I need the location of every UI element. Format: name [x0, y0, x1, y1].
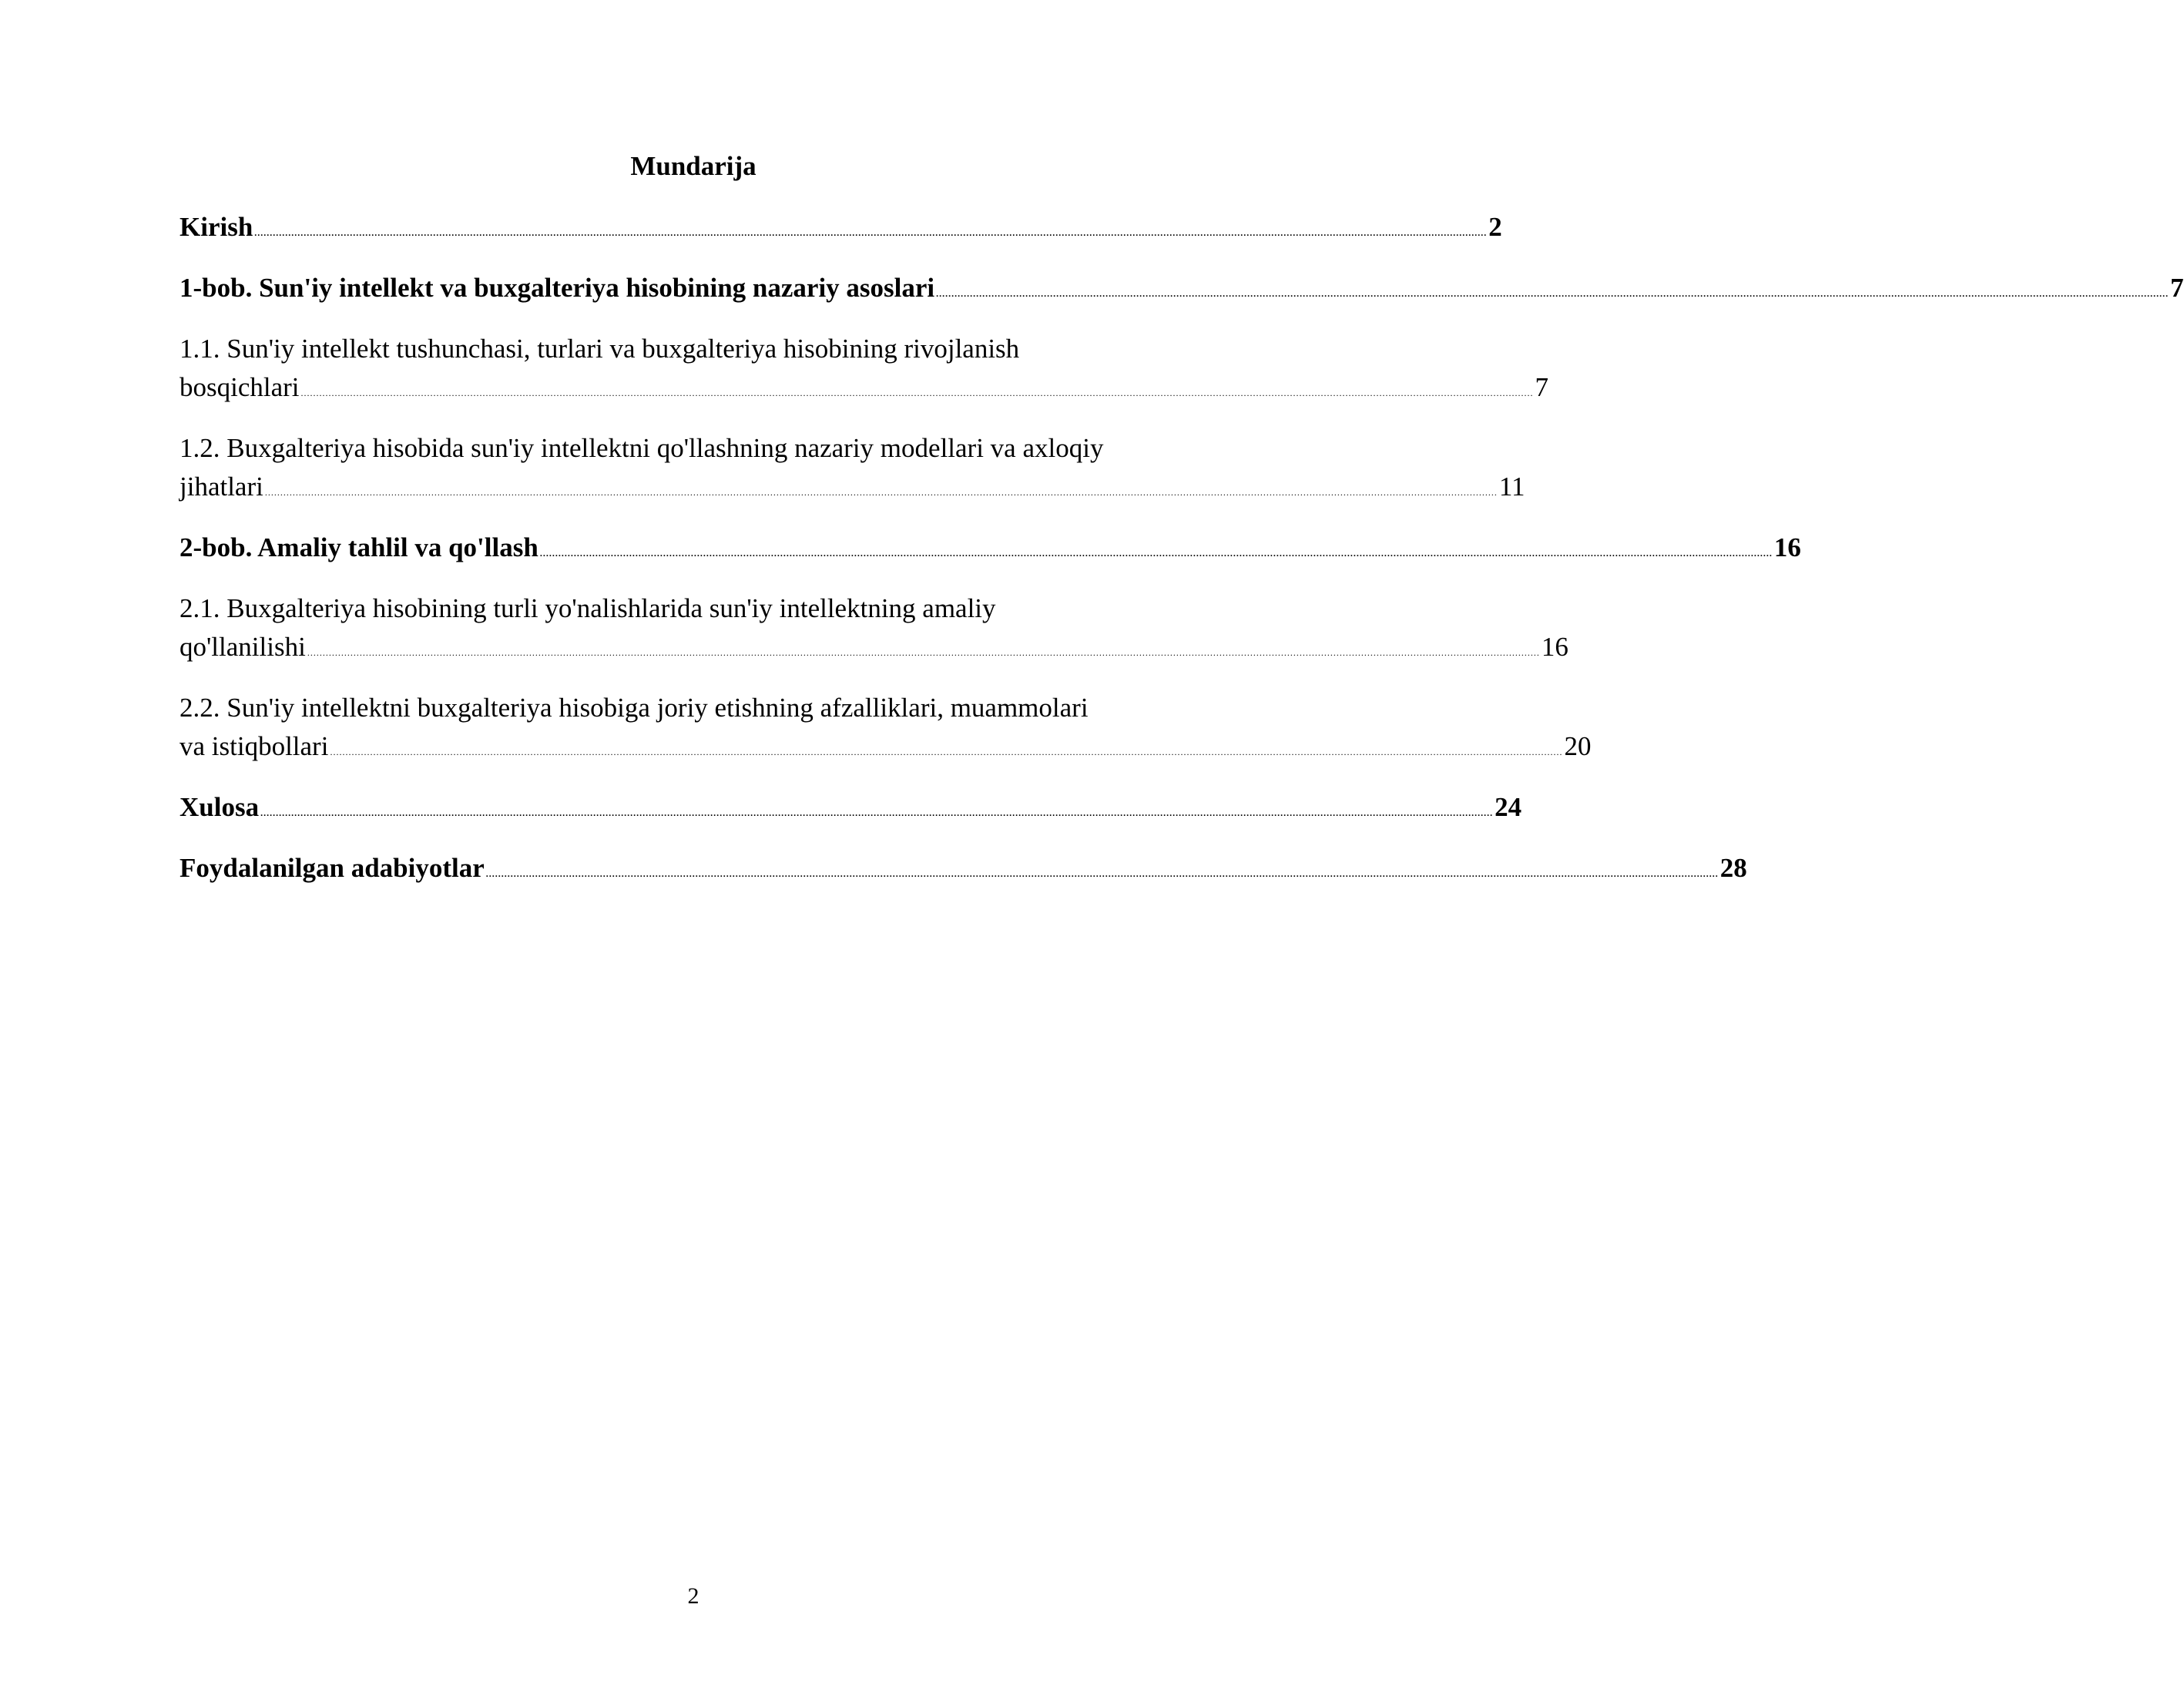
- dot-leader: ................................................................................................................................................................................................................................................................................................................................................................................................................: [260, 807, 1494, 818]
- toc-entry-line: [179, 269, 2184, 307]
- toc-page-number: 16: [1773, 532, 1801, 562]
- toc-entry-text: Foydalanilgan adabiyotlar: [179, 853, 485, 883]
- toc-entry-references[interactable]: [179, 849, 1747, 888]
- toc-entry-text-line1: 2.1. Buxgalteriya hisobining turli yo'nalishlarida sun'iy intellektning amaliy: [179, 593, 996, 623]
- toc-page-number: 28: [1719, 853, 1747, 883]
- toc-entry-text-line1: 2.2. Sun'iy intellektni buxgalteriya hisobiga joriy etishning afzalliklari, muammolari: [179, 693, 1089, 723]
- toc-entry-line: [179, 849, 1747, 888]
- toc-entry-line: [179, 208, 1502, 247]
- dot-leader: ................................................................................................................................................................................................................................................................................................................................................................................................................: [307, 647, 1540, 658]
- dot-leader: ................................................................................................................................................................................................................................................................................................................................................................................................................: [485, 868, 1719, 879]
- toc-entry-text: Xulosa: [179, 792, 260, 822]
- toc-entry-kirish[interactable]: [179, 208, 1502, 247]
- toc-title: Mundarija: [630, 151, 757, 181]
- page-number: 2: [687, 1583, 699, 1609]
- toc-entry-section-2-1[interactable]: [179, 589, 1568, 666]
- toc-entry-text-line1: 1.2. Buxgalteriya hisobida sun'iy intellektni qo'llashning nazariy modellari va axloqiy: [179, 433, 1104, 463]
- toc-page-number: 7: [2170, 273, 2184, 303]
- toc-entry-line: [179, 368, 1549, 407]
- toc-entry-section-2-2[interactable]: [179, 689, 1592, 766]
- toc-entry-section-1-1[interactable]: [179, 330, 1549, 407]
- toc-page-number: 7: [1535, 372, 1549, 402]
- toc-page-number: 24: [1495, 792, 1522, 822]
- toc-entry-line: [179, 788, 1522, 827]
- toc-entry-chapter-1[interactable]: [179, 269, 2184, 307]
- toc-entry-text: 1-bob. Sun'iy intellekt va buxgalteriya hisobining nazariy asoslari: [179, 273, 935, 303]
- dot-leader: ................................................................................................................................................................................................................................................................................................................................................................................................................: [330, 747, 1563, 757]
- dot-leader: ................................................................................................................................................................................................................................................................................................................................................................................................................: [264, 487, 1498, 498]
- toc-page-number: 2: [1488, 212, 1502, 242]
- dot-leader: ................................................................................................................................................................................................................................................................................................................................................................................................................: [300, 388, 1534, 398]
- dot-leader: ................................................................................................................................................................................................................................................................................................................................................................................................................: [539, 548, 1773, 559]
- toc-entry-line: [179, 468, 1525, 506]
- toc-entry-text: Kirish: [179, 212, 253, 242]
- toc-entry-chapter-2[interactable]: [179, 529, 1801, 567]
- toc-entry-text-line2: bosqichlari: [179, 372, 300, 402]
- toc-entry-xulosa[interactable]: [179, 788, 1522, 827]
- toc-entry-text-line2: va istiqbollari: [179, 731, 329, 761]
- toc-entry-line: [179, 529, 1801, 567]
- toc-page-number: 16: [1541, 632, 1568, 662]
- toc-entry-section-1-2[interactable]: [179, 429, 1525, 506]
- toc-entry-text-line2: jihatlari: [179, 472, 263, 502]
- table-of-contents: [179, 208, 2184, 910]
- toc-page-number: 11: [1498, 472, 1525, 502]
- toc-entry-text: 2-bob. Amaliy tahlil va qo'llash: [179, 532, 538, 562]
- toc-entry-text-line1: 1.1. Sun'iy intellekt tushunchasi, turlari va buxgalteriya hisobining rivojlanish: [179, 334, 1020, 364]
- toc-entry-line: [179, 727, 1592, 766]
- toc-page-number: 20: [1564, 731, 1592, 761]
- dot-leader: ................................................................................................................................................................................................................................................................................................................................................................................................................: [936, 288, 2169, 299]
- toc-entry-line: [179, 628, 1568, 666]
- toc-entry-text-line2: qo'llanilishi: [179, 632, 306, 662]
- dot-leader: ................................................................................................................................................................................................................................................................................................................................................................................................................: [254, 227, 1488, 238]
